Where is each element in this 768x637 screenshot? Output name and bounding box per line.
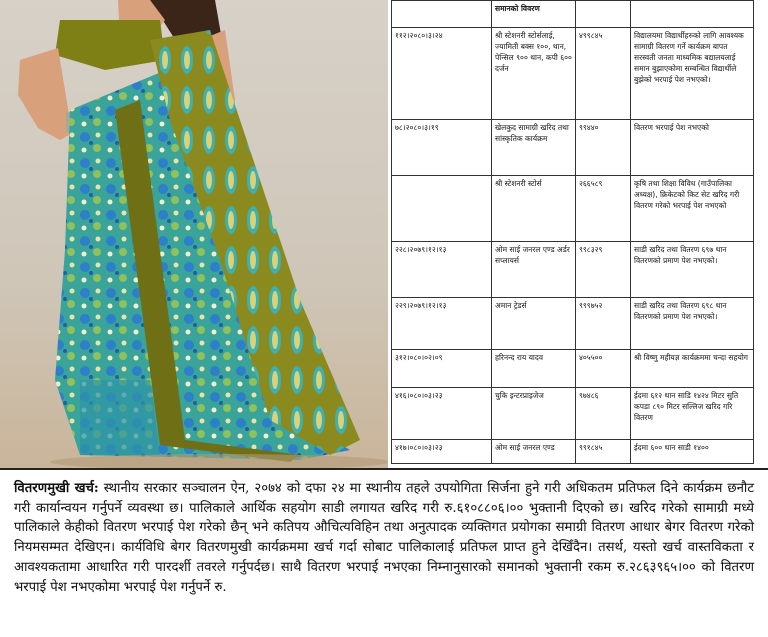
amount-cell: ९९९७५२ (576, 298, 631, 350)
item-cell: खेलकुद सामाग्री खरिद तथा सांस्कृतिक कार्यक्रम (492, 120, 576, 176)
remark-cell: ईदमा ६१२ थान साडि १४२४ मिटर सुति कपडा ८९० मिटर सल्लिज खरिद गरि वितरण (631, 388, 754, 440)
item-cell: चुकि इन्टरप्राइजेज (492, 388, 576, 440)
header-cell (576, 1, 631, 28)
amount-cell: ९९१८४५ (576, 440, 631, 464)
item-cell: हरिनन्द राय यादव (492, 350, 576, 388)
date-cell: ७८।२०८०।३।१९ (392, 120, 492, 176)
date-cell: २२८।२०७९।१२।१३ (392, 242, 492, 298)
date-cell (392, 176, 492, 242)
amount-cell: ९७४८६ (576, 388, 631, 440)
remark-cell: वितरण भरपाई पेश नभएको (631, 120, 754, 176)
table-row (392, 120, 754, 176)
distribution-table-panel (388, 0, 768, 468)
table-row (392, 242, 754, 298)
amount-cell: ९९४४० (576, 120, 631, 176)
paragraph-heading: वितरणमुखी खर्च: (14, 481, 99, 496)
item-cell: ओम साई जनरल एण्ड (492, 440, 576, 464)
table-row (392, 440, 754, 464)
table-row (392, 176, 754, 242)
header-cell (392, 1, 492, 28)
paragraph-body: स्थानीय सरकार सञ्चालन ऐन, २०७४ को दफा २४ मा स्थानीय तहले उपयोगिता सिर्जना हुने गरी अधिकतम प्रतिफल दिने कार्यक्रम छनौट गरी कार्यान्वयन गर्नुपर्ने व्यवस्था छ। पालिकाले आर्थिक सहयोग साडी लगायत खरिद गरी रु.६१०८८०६।०० भुक्तानी दिएको छ। खरिद गरेको सामाग्री मध्ये पालिकाले केहीको वितरण भरपाई पेश गरेको छैन् भने कतिपय औचित्यविहिन तथा अनुत्पादक व्यक्तिगत प्रयोगका समाग्री वितरण आधार बेगर वितरण गरेको नियमसम्मत देखिएन। कार्यविधि बेगर वितरणमुखी कार्यक्रममा खर्च गर्दा सोबाट पालिकालाई प्रतिफल प्राप्त हुने देखिँदैन। तसर्थ, यस्तो खर्च वास्तविकता र आवश्यकतामा आधारित गरी पारदर्शी तवरले गर्नुपर्दछ। साथै वितरण भरपाई नभएका निम्नानुसारको समानको भुक्तानी रकम रु.२८६३९६५।०० को वितरण भरपाई पेश नभएकोमा भरपाई पेश गर्नुपर्ने रु. (14, 481, 754, 595)
section-divider (0, 468, 768, 470)
table-row (392, 350, 754, 388)
header-cell-item: समानको विवरण (492, 1, 576, 28)
remark-cell: साडी खरिद तथा वितरण ६९७ थान वितरणको प्रमाण पेश नभएको। (631, 242, 754, 298)
table-row (392, 388, 754, 440)
amount-cell: ९९८३२९ (576, 242, 631, 298)
date-cell: ४१६।०८०।०३।२३ (392, 388, 492, 440)
item-cell: अमान ट्रेडर्स (492, 298, 576, 350)
date-cell: ११२।२०८०।३।२४ (392, 28, 492, 120)
date-cell: ४१७।०८०।०३।२३ (392, 440, 492, 464)
distribution-table (391, 0, 754, 464)
saree-photo (0, 0, 388, 468)
table-header-row (392, 1, 754, 28)
amount-cell: ४९९८४५ (576, 28, 631, 120)
table-row (392, 298, 754, 350)
remark-cell: ईदमा ६०० थान साडी १४०० (631, 440, 754, 464)
header-cell (631, 1, 754, 28)
audit-paragraph (14, 479, 754, 597)
date-cell: ३१२।०८०।०२।०९ (392, 350, 492, 388)
date-cell: २२९।२०७९।१२।१३ (392, 298, 492, 350)
item-cell: ओम साई जनरल एण्ड अर्डर सप्लायर्स (492, 242, 576, 298)
remark-cell: श्री विष्णु महीयज्ञ कार्यक्रममा चन्दा सहयोग (631, 350, 754, 388)
amount-cell: ४०५५०० (576, 350, 631, 388)
remark-cell: साडी खरिद तथा वितरण ६९८ थान वितरणको प्रमाण पेश नभएको। (631, 298, 754, 350)
table-row (392, 28, 754, 120)
remark-cell: कृषि तथा शिक्षा विविध (गाउँपालिका अध्यक्ष), क्रिकेटको किट सेट खरिद गरी वितरण गरेको भरपाई पेश नभएको (631, 176, 754, 242)
remark-cell: विद्यालयमा विद्यार्थीहरुको लागि आवश्यक सामाग्री वितरण गर्ने कार्यक्रम बापत सरस्वती जनता माध्यमिक बद्यालयलाई समान बुझाएकोमा सम्बन्धित विद्यार्थीले बुझेको भरपाई पेश नभएको। (631, 28, 754, 120)
item-cell: श्री स्टेशनरी स्टोर्सलाई, ज्यामिती बक्स १००, थान, पेन्सिल ९०० थान, कपी ६०० दर्जन (492, 28, 576, 120)
amount-cell: २६६५८९ (576, 176, 631, 242)
item-cell: श्री स्टेशनरी स्टोर्स (492, 176, 576, 242)
